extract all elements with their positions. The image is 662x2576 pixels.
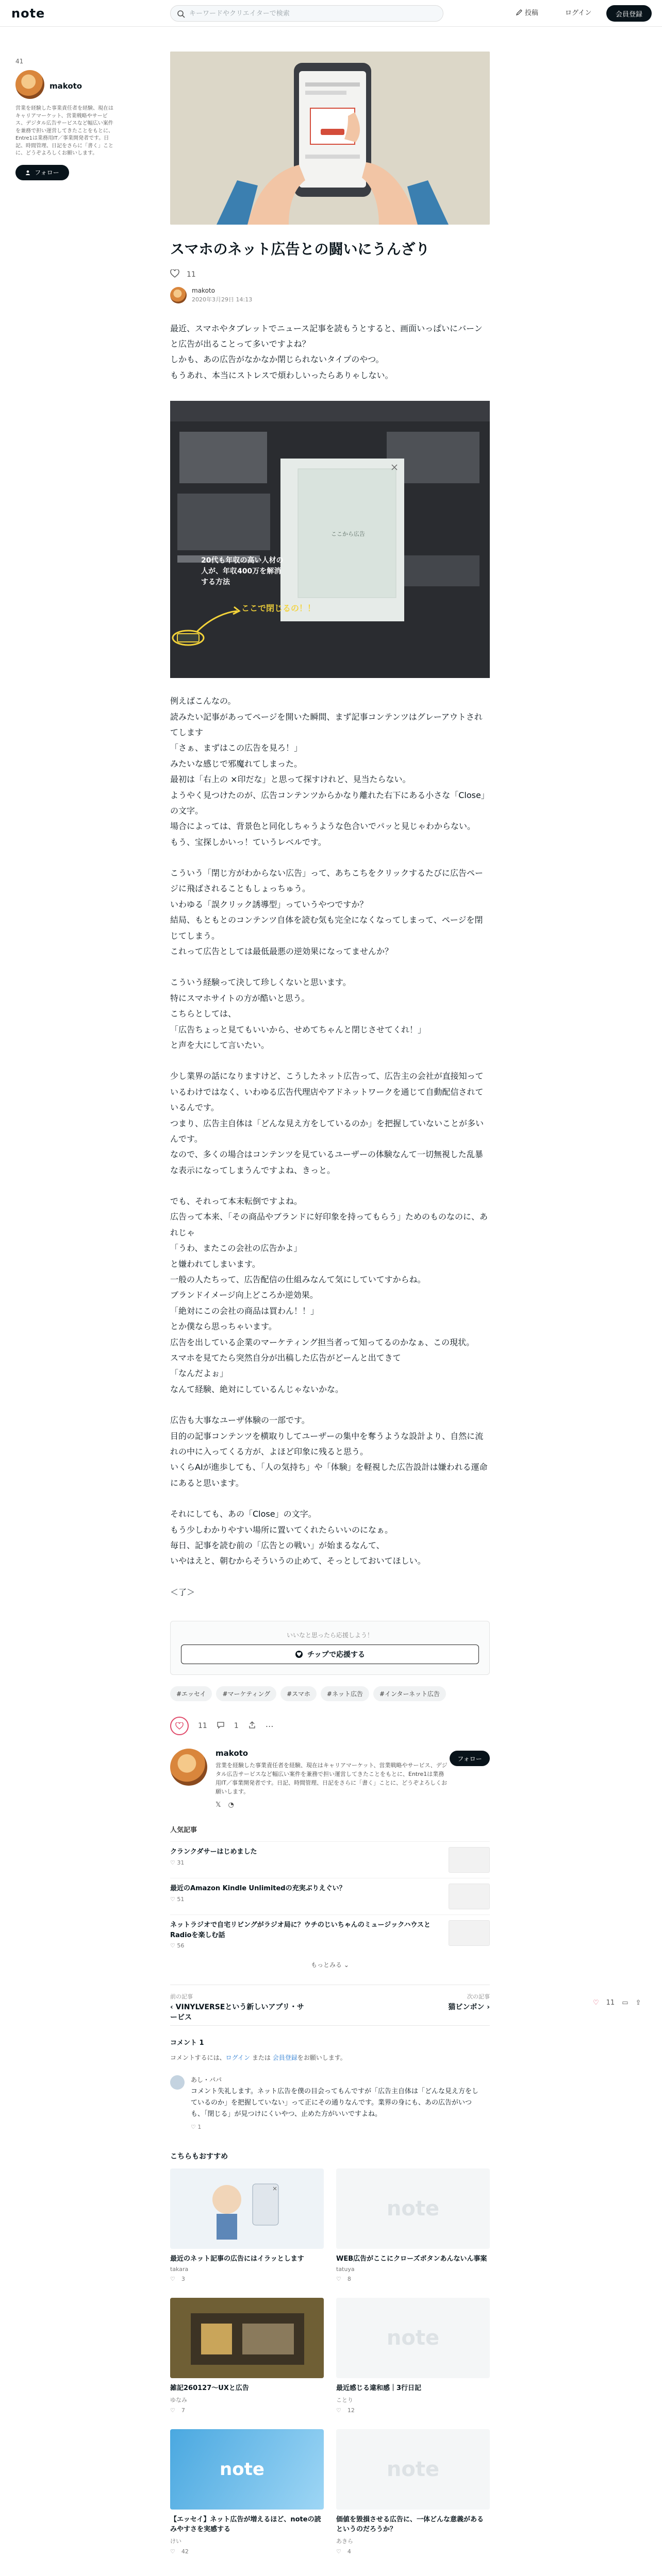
screenshot-graphic xyxy=(170,401,490,678)
headline-text: 20代も年収の高い人材の人が、年収400万を解消する方法 xyxy=(201,556,284,587)
popular-thumbnail xyxy=(449,1884,490,1909)
like-count: 11 xyxy=(187,270,196,279)
popular-section xyxy=(170,1824,490,1975)
recommend-card[interactable] xyxy=(170,2429,324,2555)
rss-icon[interactable]: ◔ xyxy=(228,1801,234,1809)
note-watermark-icon: note xyxy=(386,2457,440,2481)
recommend-item-likes: ♡ 12 xyxy=(336,2406,355,2414)
next-label: 次の記事 xyxy=(467,1993,490,2001)
recommend-grid xyxy=(170,2168,490,2555)
profile-follow-button[interactable]: フォロー xyxy=(450,1751,490,1766)
recommend-thumbnail xyxy=(336,2168,490,2249)
tag-chip[interactable]: #スマホ xyxy=(280,1686,317,1701)
hero-image xyxy=(170,52,490,225)
follow-label: フォロー xyxy=(35,169,59,176)
comments-section xyxy=(170,2037,490,2130)
body-paragraph-7: それにしても、あの「Close」の文字。 もう少しわかりやすい場所に置いてくれたらいいのになぁ。 毎日、記事を読む前の「広告との戦い」が始まるなんて、 いやはえと、朝むからそういうの止めて、そっとしておいてほしい。 xyxy=(170,1509,426,1566)
recommend-item-title: 最近のネット記事の広告にはイラッとします xyxy=(170,2255,304,2263)
author-name[interactable]: makoto xyxy=(192,286,215,294)
share-icon[interactable]: ⇪ xyxy=(635,1999,641,2007)
recommend-item-likes: ♡ 4 xyxy=(336,2548,351,2555)
body-paragraph-6: 広告も大事なユーザ体験の一部です。 目的の記事コンテンツを横取りしてユーザーの集中を奪うような設計より、自然に流れの中に入ってくる方が、よほど印象に残ると思う。 いくらAIが進歩しても、「人の気持ち」や「体験」を軽視した広告設計は嫌われる運命にあると思います。 xyxy=(170,1415,488,1488)
like-icon[interactable] xyxy=(170,269,179,280)
like-count: 11 xyxy=(606,1999,615,2007)
social-links xyxy=(216,1801,448,1809)
article-meta xyxy=(170,269,490,280)
creator-name[interactable]: makoto xyxy=(49,81,82,91)
recommend-item-likes: ♡ 8 xyxy=(336,2276,351,2283)
note-watermark-icon: note xyxy=(386,2326,440,2350)
floating-action-bar xyxy=(593,1999,641,2007)
x-icon[interactable]: 𝕏 xyxy=(216,1801,221,1809)
avatar[interactable] xyxy=(170,2075,185,2090)
like-button[interactable] xyxy=(170,1717,189,1735)
recommend-card[interactable] xyxy=(336,2298,490,2414)
body-paragraph-4: 少し業界の話になりますけど、こうしたネット広告って、広告主の会社が直接知っているわけではなく、いわゆる広告代理店やアドネットワークを通じて自動配信されているんです。 つまり、広告主自体は「どんな見え方をしているのか」を把握していないことが多いんです。 なので、多くの場合はコンテンツを見ているユーザーの体験なんて一切無視した乱暴な表示になってしまうんですよね、きっと。 xyxy=(170,1071,484,1175)
bottom-illustration xyxy=(170,2570,490,2576)
ad-character-illustration xyxy=(170,2570,490,2576)
comments-title: コメント 1 xyxy=(170,2039,204,2047)
comment-item xyxy=(170,2075,490,2130)
tip-icon xyxy=(295,1650,303,1658)
list-item[interactable] xyxy=(170,1914,490,1954)
creator-sidebar xyxy=(15,58,119,180)
popular-thumbnail xyxy=(449,1920,490,1946)
avatar[interactable] xyxy=(170,1749,207,1786)
popular-item-title: クランクダサーはじめました xyxy=(170,1848,257,1856)
recommend-item-likes: ♡ 42 xyxy=(170,2548,189,2555)
profile-name[interactable]: makoto xyxy=(216,1749,249,1758)
recommend-thumbnail xyxy=(170,2168,324,2249)
body-paragraph-3: こういう経験って決して珍しくないと思います。 特にスマホサイトの方が酷いと思う。 こちらとしては、 「広告ちょっと見てもいいから、せめてちゃんと閉じさせてくれ！」 と声を大にして言いたい。 xyxy=(170,977,426,1050)
recommend-thumbnail xyxy=(170,2298,324,2378)
publish-date: 2020年3月29日 14:13 xyxy=(192,296,253,303)
note-logo[interactable]: note xyxy=(11,6,45,21)
popular-item-likes: ♡ 31 xyxy=(170,1859,185,1866)
popular-item-title: 最近のAmazon Kindle Unlimitedの充実ぶりえぐい？ xyxy=(170,1885,346,1893)
ad-content-text: ここから広告 xyxy=(331,531,365,538)
list-item[interactable] xyxy=(170,1841,490,1878)
login-link[interactable]: ログイン xyxy=(225,2054,251,2062)
body-paragraph-5: でも、それって本末転倒ですよね。 広告って本来、「その商品やブランドに好印象を持ってもらう」ためのものなのに、あれじゃ 「うわ、またこの会社の広告かよ」 と嫌われてしまいます。 一般の人たちって、広告配信の仕組みなんて気にしていてすからね。 ブランドイメージ向上どころか逆効果。 「絶対にこの会社の商品は買わん！！」 とか僕なら思っちゃいます。 広告を出している企業のマーケティング担当者って知ってるのかなぁ、この現状。 スマホを見てたら突然自分が出稿した広告がどーんと出てきて 「なんだよぉ」 なんて経験、絶対にしているんじゃないかな。 xyxy=(170,1196,488,1394)
tag-list xyxy=(170,1686,490,1701)
heart-icon[interactable]: ♡ xyxy=(593,1999,599,2007)
intro-text: 最近、スマホやタブレットでニュース記事を読もうとすると、画面いっぱいにバーンと広告が出ることって多いですよね？ しかも、あの広告がなかなか閉じられないタイプのやつ。 もうあれ、本当にストレスで煩わしいったらありゃしない。 xyxy=(170,323,483,380)
tip-button[interactable] xyxy=(181,1645,479,1664)
avatar[interactable] xyxy=(15,70,44,99)
tag-chip[interactable]: #ネット広告 xyxy=(321,1686,369,1701)
share-icon[interactable] xyxy=(248,1721,256,1731)
support-text: いいなと思ったら応援しよう！ xyxy=(286,1632,373,1639)
post-label: 投稿 xyxy=(525,9,539,17)
top-navbar xyxy=(0,0,662,27)
recommend-item-title: 価値を毀損させる広告に、一体どんな意義があるというのだろうか？ xyxy=(336,2515,484,2534)
heart-icon xyxy=(175,1722,184,1730)
recommend-thumbnail xyxy=(336,2429,490,2510)
recommend-thumbnail xyxy=(336,2298,490,2378)
search-input[interactable] xyxy=(189,6,437,21)
support-box xyxy=(170,1621,490,1675)
end-mark: ＜了＞ xyxy=(170,1587,195,1597)
tag-chip[interactable]: #マーケティング xyxy=(216,1686,276,1701)
recommend-item-likes: ♡ 3 xyxy=(170,2276,185,2283)
close-caption: ここで閉じるの！！ xyxy=(241,603,316,614)
sidebar-count: 41 xyxy=(15,58,24,65)
recommend-item-author: けい xyxy=(170,2537,181,2545)
popular-item-likes: ♡ 56 xyxy=(170,1942,185,1950)
article-title: スマホのネット広告との闘いにうんざり xyxy=(170,241,430,258)
pencil-icon xyxy=(516,9,523,16)
recommend-card[interactable] xyxy=(170,2298,324,2414)
comment-body: コメント失礼します。ネット広告を僕の目会ってもんですが「広告主自体は「どんな見え方をしているのか」を把握していない」って正にその通りなんです。業界の身にも、あの広告がいつも、「閉じる」が見つけにくいやつ、止めた方がいいですよね。 xyxy=(191,2088,478,2119)
comment-author[interactable]: あし・パパ xyxy=(191,2076,222,2084)
avatar[interactable] xyxy=(170,287,187,303)
hands-phone-illustration xyxy=(170,52,490,225)
login-button[interactable]: ログイン xyxy=(565,9,592,17)
popular-thumbnail xyxy=(449,1847,490,1873)
comment-likes[interactable]: ♡ 1 xyxy=(191,2123,202,2130)
recommend-item-author: tatuya xyxy=(336,2266,355,2273)
signup-link[interactable]: 会員登録 xyxy=(272,2054,297,2062)
creator-profile-card xyxy=(170,1749,490,1809)
prev-label: 前の記事 xyxy=(170,1993,193,2001)
prev-article-link[interactable] xyxy=(170,1992,309,2023)
author-row[interactable] xyxy=(170,287,490,303)
post-button[interactable] xyxy=(516,7,538,17)
body-paragraph-1: 例えばこんなの。 読みたい記事があってページを開いた瞬間、まず記事コンテンツはグレーアウトされてします 「さぁ、まずはこの広告を見ろ！」 みたいな感じで邪魔れてしまった。 最初は「右上の ×印だな」と思って探すけれど、見当たらない。 ようやく見つけたのが、広告コンテンツからかなり離れた右下にある小さな「Close」の文字。 場合によっては、背景色と同化しちゃうような色合いでパッと見じゃわからない。 もう、宝探しかいっ！ていうレベルです。 xyxy=(170,696,489,847)
popular-title: 人気記事 xyxy=(170,1826,197,1835)
recommend-item-author: ことり xyxy=(336,2396,353,2403)
action-row xyxy=(170,1717,490,1735)
search-box[interactable] xyxy=(170,5,443,22)
signup-button[interactable]: 会員登録 xyxy=(606,5,652,22)
note-watermark-icon: note xyxy=(220,2459,264,2480)
next-title: 猫ビンボン › xyxy=(448,2003,490,2012)
comment-icon[interactable] xyxy=(217,1721,225,1731)
prev-next-nav xyxy=(170,1985,490,2026)
recommend-card[interactable] xyxy=(336,2429,490,2555)
recommend-item-title: 最近感じる違和感｜3行日記 xyxy=(336,2384,422,2393)
prev-title: ‹ VINYLVERSEという新しいアプリ・サービス xyxy=(170,2003,304,2022)
creator-bio: 営業を経験した事業責任者を経験、現在はキャリアマーケット、営業戦略やサービス、デジタル広告サービスなど幅広い案件を兼務で担い運営してきたことをもとに、Entre1は業務用IT／事業開発者です。日記、時間管理、日記をさらに「書く」ことに、どうぞよろしくお願いします。 xyxy=(15,106,113,156)
tip-label: チップで応援する xyxy=(307,1651,365,1659)
note-watermark-icon: note xyxy=(386,2196,440,2221)
recommend-card[interactable] xyxy=(170,2168,324,2283)
recommend-card[interactable] xyxy=(336,2168,490,2283)
ad-screenshot-figure xyxy=(170,401,490,678)
more-icon[interactable]: ⋯ xyxy=(265,1721,274,1731)
recommend-item-title: 【エッセイ】ネット広告が増えるほど、noteの読みやすさを実感する xyxy=(170,2515,321,2534)
recommend-title: こちらもおすすめ xyxy=(170,2152,228,2161)
comment-count: 1 xyxy=(234,1722,239,1731)
list-item[interactable] xyxy=(170,1878,490,1914)
article-intro xyxy=(170,321,490,384)
recommend-item-title: 雑記260127〜UXと広告 xyxy=(170,2384,249,2393)
add-user-icon xyxy=(25,170,31,176)
recommend-item-title: WEB広告がここにクローズボタンあんないん事案 xyxy=(336,2255,487,2263)
recommend-item-author: takara xyxy=(170,2266,189,2273)
popular-item-likes: ♡ 51 xyxy=(170,1895,185,1903)
recommend-item-author: あきら xyxy=(336,2537,353,2545)
comment-icon[interactable]: ▭ xyxy=(622,1999,628,2007)
tag-chip[interactable]: #エッセイ xyxy=(170,1686,212,1701)
follow-button[interactable] xyxy=(15,165,69,180)
more-link[interactable]: もっとみる ⌄ xyxy=(311,1961,349,1969)
profile-bio: 営業を経験した事業責任者を経験、現在はキャリアマーケット、営業戦略やサービス、デジタル広告サービスなど幅広い案件を兼務で担い運営してきたことをもとに、Entre1は業務用IT／事業開発者です。日記、時間管理、日記をさらに「書く」ことに、どうぞよろしくお願いします。 xyxy=(216,1762,448,1795)
article-main xyxy=(170,52,490,2576)
body-paragraph-2: こういう「閉じ方がわからない広告」って、あちこちをクリックするたびに広告ページに飛ばされることもしょっちゅう。 いわゆる「誤クリック誘導型」っていうやつですか？ 結局、もともとのコンテンツ自体を読む気も完全になくなってしまって、ページを閉じてしまう。 これって広告としては最低最悪の逆効果になってませんか？ xyxy=(170,868,484,957)
recommend-item-author: ゆなみ xyxy=(170,2396,187,2403)
tag-chip[interactable]: #インターネット広告 xyxy=(373,1686,446,1701)
next-article-link[interactable] xyxy=(351,1992,490,2013)
search-icon xyxy=(177,10,185,18)
like-count: 11 xyxy=(198,1722,207,1731)
recommend-item-likes: ♡ 7 xyxy=(170,2406,185,2414)
comment-login-prompt: コメントするには、ログイン または 会員登録をお願いします。 xyxy=(170,2054,346,2062)
recommend-thumbnail xyxy=(170,2429,324,2510)
popular-item-title: ネットラジオで自宅リビングがラジオ局に？ウチのじいちゃんのミュージックハウスとRadioを楽しむ話 xyxy=(170,1921,431,1939)
